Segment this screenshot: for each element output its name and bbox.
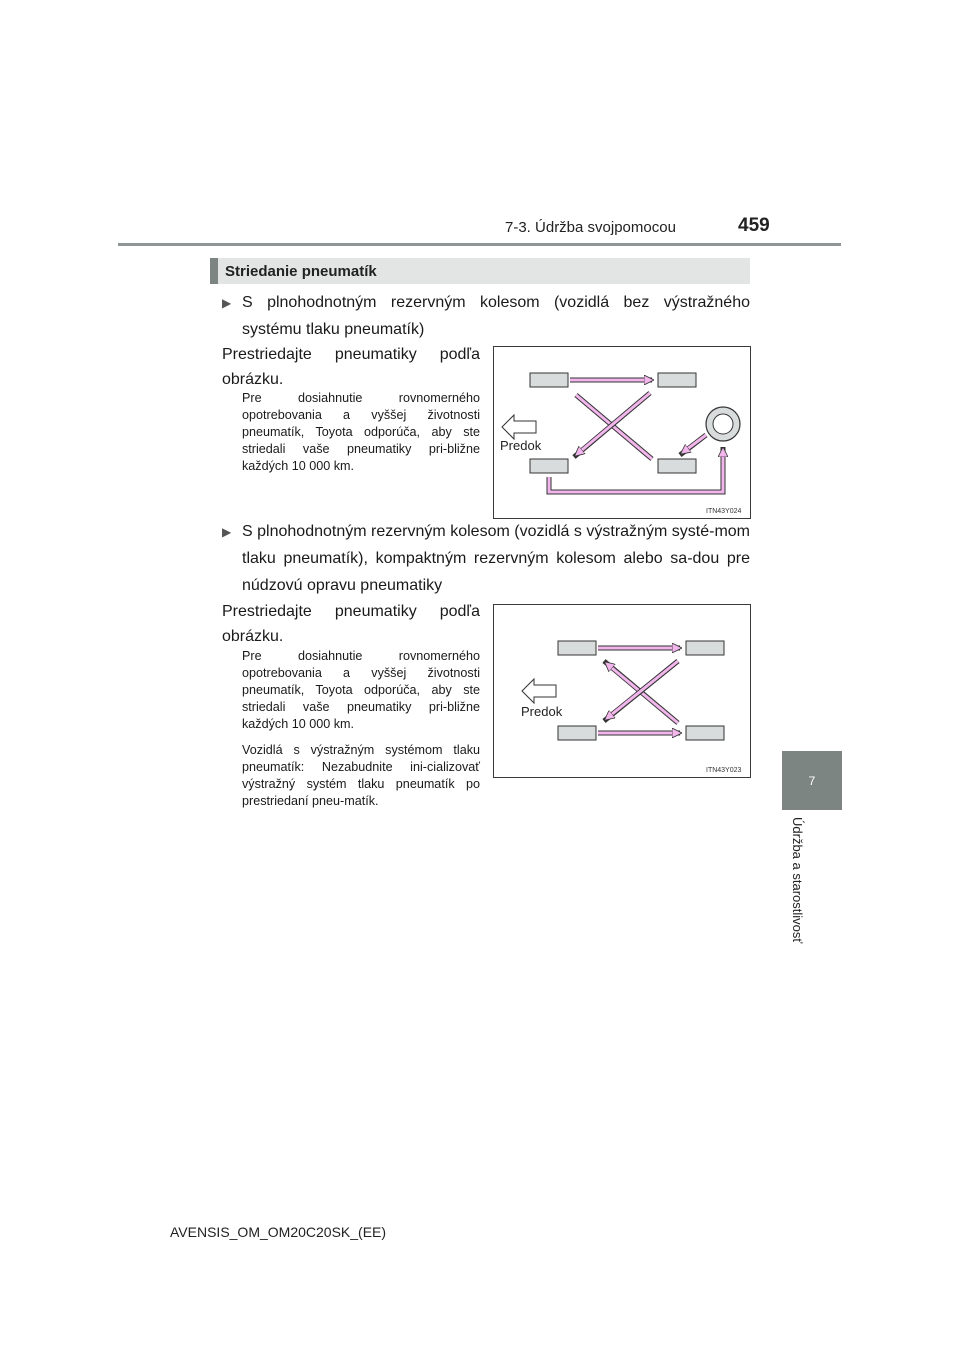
header-rule — [118, 243, 841, 246]
chapter-tab-title — [788, 817, 808, 967]
bullet-arrow-icon: ▶ — [222, 525, 232, 539]
document-footer: AVENSIS_OM_OM20C20SK_(EE) — [170, 1224, 387, 1240]
tire-rear-left — [530, 459, 568, 473]
bullet-case1-text: S plnohodnotným rezervným kolesom (vozidlá bez výstražného systému tlaku pneumatík) — [242, 294, 750, 338]
arrow-spare-to-rr — [682, 435, 706, 453]
figure-rotation-4-tires — [493, 604, 751, 778]
tire-rear-right — [658, 459, 696, 473]
case2-note-1: Pre dosiahnutie rovnomerného opotrebovania a vyššej životnosti pneumatík, Toyota odporúča, aby ste striedali vaše pneumatiky pri-bližne každých 10 000 km. — [242, 649, 480, 731]
front-label: Predok — [500, 438, 542, 453]
front-direction-arrow-icon — [502, 415, 536, 439]
case2-note-2: Vozidlá s výstražným systémom tlaku pneumatík: Nezabudnite ini-cializovať výstražný systém tlaku pneumatík po prestriedaní pneu-matík. — [242, 743, 480, 808]
section-title: Striedanie pneumatík — [225, 263, 377, 280]
bullet-case1 — [222, 289, 750, 343]
chapter-number: 7 — [808, 773, 816, 788]
chapter-tab — [782, 751, 842, 810]
arrow-fl-to-rr — [576, 395, 652, 459]
tire-front-right — [686, 641, 724, 655]
figure-code: ITN43Y023 — [706, 767, 742, 774]
bullet-arrow-icon: ▶ — [222, 296, 232, 310]
tire-rear-right — [686, 726, 724, 740]
page-number: 459 — [738, 215, 770, 236]
chapter-title: Údržba a starostlivosť — [790, 817, 805, 944]
header-section-title: 7-3. Údržba svojpomocou — [505, 219, 676, 236]
case2-instruction: Prestriedajte pneumatiky podľa obrázku. — [222, 603, 480, 645]
tire-rear-left — [558, 726, 596, 740]
rotation-diagram-2 — [494, 605, 750, 777]
bullet-case2-text: S plnohodnotným rezervným kolesom (vozidlá s výstražným systé-mom tlaku pneumatík), kompaktným rezervným kolesom alebo sa-dou pre núdzovú opravu pneumatiky — [242, 523, 750, 594]
tire-front-left — [558, 641, 596, 655]
front-direction-arrow-icon — [522, 679, 556, 703]
section-bar-marker — [210, 258, 218, 284]
figure-rotation-5-tires — [493, 346, 751, 519]
tire-front-left — [530, 373, 568, 387]
case1-instruction: Prestriedajte pneumatiky podľa obrázku. — [222, 346, 480, 388]
front-label: Predok — [521, 704, 563, 719]
tire-front-right — [658, 373, 696, 387]
case1-note: Pre dosiahnutie rovnomerného opotrebovania a vyššej životnosti pneumatík, Toyota odporúča, aby ste striedali vaše pneumatiky pri-bližne každých 10 000 km. — [242, 391, 480, 473]
bullet-case2 — [222, 518, 750, 599]
figure-code: ITN43Y024 — [706, 508, 742, 515]
rotation-diagram-1 — [494, 347, 750, 518]
